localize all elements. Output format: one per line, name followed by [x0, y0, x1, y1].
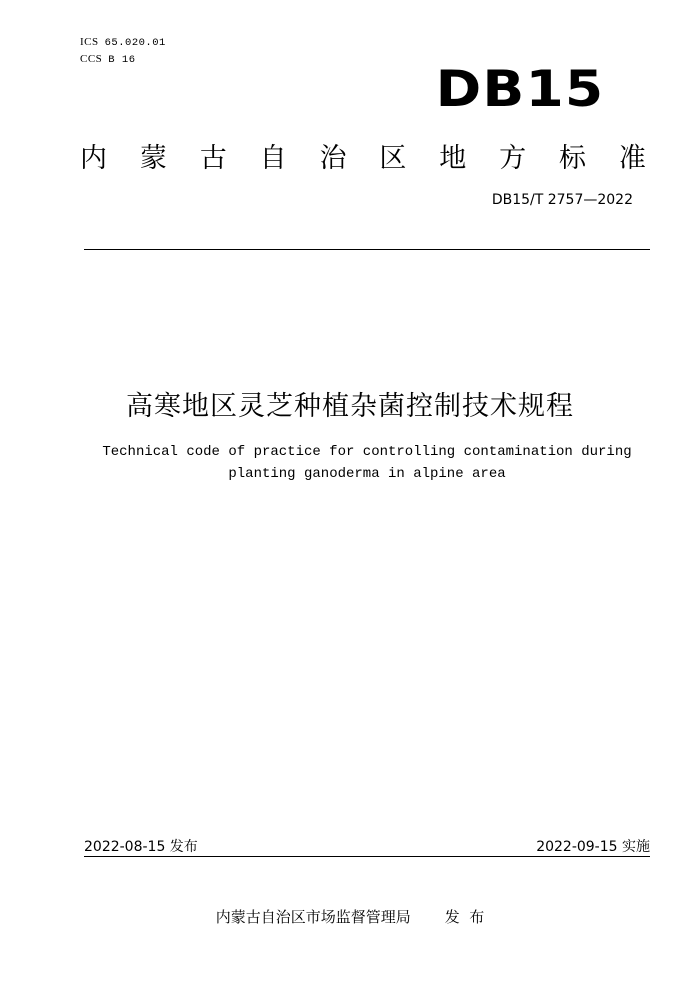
standard-type-char: 区: [379, 143, 407, 174]
issuer-name: 内蒙古自治区市场监督管理局: [215, 908, 411, 926]
standard-type-char: 标: [559, 143, 586, 174]
standard-type-char: 准: [618, 143, 646, 174]
ics-code: [80, 36, 166, 49]
header-divider: [84, 249, 650, 250]
standard-type-char: 内: [80, 143, 107, 174]
ics-label: ICS: [80, 36, 99, 48]
issue-date: 2022-08-15 发布: [84, 839, 198, 855]
document-title-zh: 高寒地区灵芝种植杂菌控制技术规程: [126, 391, 574, 422]
standard-type-char: 地: [439, 143, 467, 174]
footer-divider: [84, 856, 650, 857]
document-title-en: [60, 441, 674, 485]
standard-logo: DB15: [435, 60, 604, 118]
ics-value: 65.020.01: [104, 37, 166, 49]
document-title-en-line: Technical code of practice for controlling contamination during: [102, 444, 632, 460]
standard-type-char: 方: [499, 143, 527, 174]
document-title-en-line: planting ganoderma in alpine area: [228, 466, 506, 482]
ccs-code: [80, 53, 136, 66]
ccs-label: CCS: [80, 53, 103, 65]
standard-type-char: 蒙: [139, 143, 167, 174]
standard-type-char: 自: [259, 143, 287, 174]
standard-type-char: 治: [319, 143, 347, 174]
standard-code: DB15/T 2757—2022: [491, 192, 633, 208]
standard-type-char: 古: [199, 143, 227, 174]
standard-type-title: [80, 136, 646, 175]
effective-date: 2022-09-15 实施: [536, 839, 650, 855]
issuer-action: 发 布: [444, 908, 485, 926]
issuing-authority: [0, 906, 700, 927]
ccs-value: B 16: [108, 54, 136, 66]
